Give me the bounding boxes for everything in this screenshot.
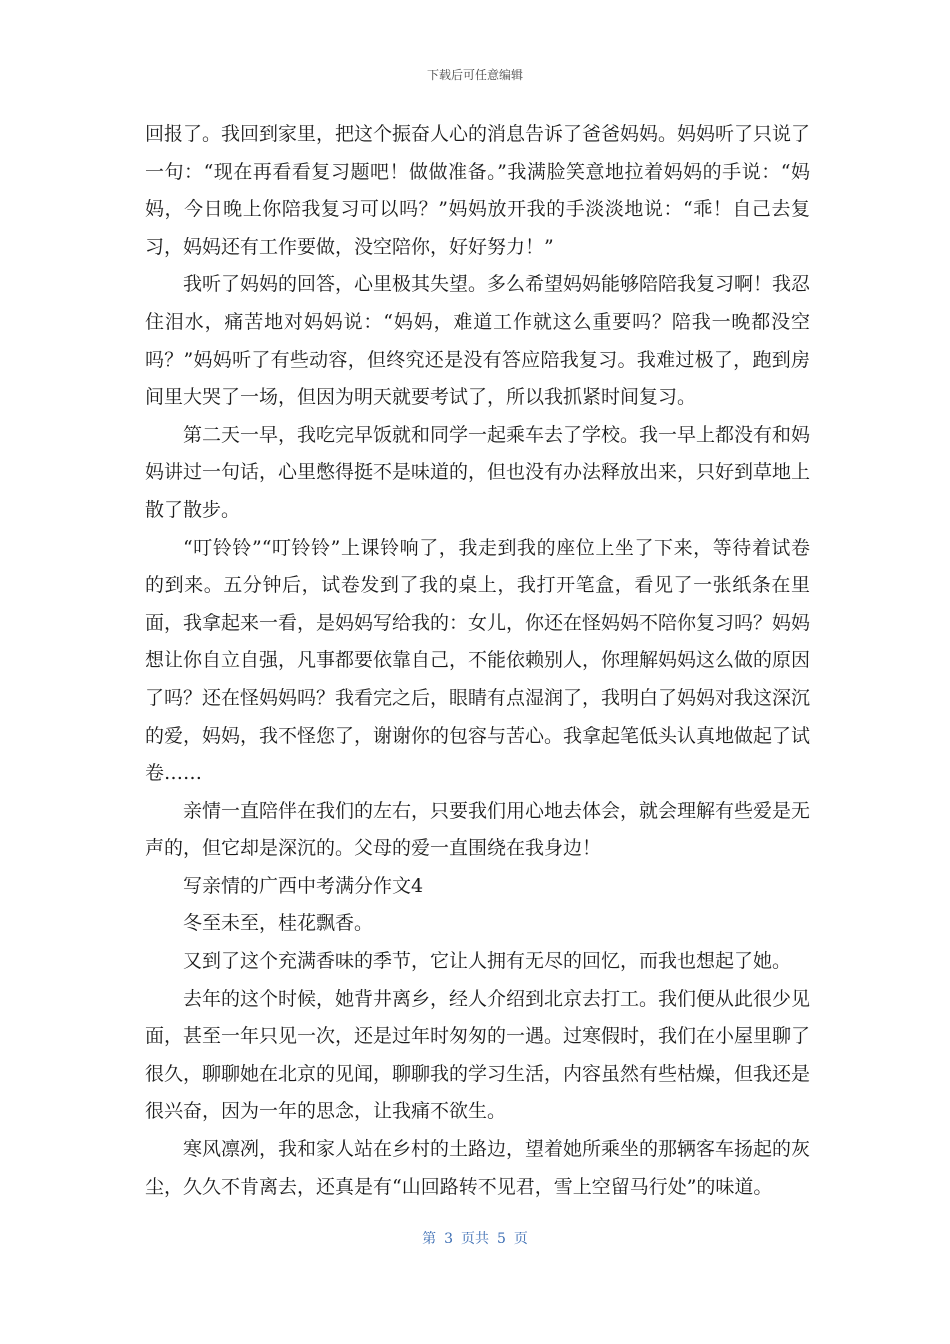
document-body (145, 116, 810, 1206)
footer-middle: 页共 (461, 1231, 489, 1247)
paragraph: 去年的这个时候，她背井离乡，经人介绍到北京去打工。我们便从此很少见面，甚至一年只见一次，还是过年时匆匆的一遇。过寒假时，我们在小屋里聊了很久，聊聊她在北京的见闻，聊聊我的学习生活，内容虽然有些枯燥，但我还是很兴奋，因为一年的思念，让我痛不欲生。 (145, 987, 811, 1123)
footer-prefix: 第 (422, 1231, 437, 1247)
paragraph: 第二天一早，我吃完早饭就和同学一起乘车去了学校。我一早上都没有和妈妈讲过一句话，心里憋得挺不是味道的，但也没有办法释放出来，只好到草地上散了散步。 (145, 423, 811, 521)
page-header: 下载后可任意编辑 (426, 68, 523, 82)
paragraph: 回报了。我回到家里，把这个振奋人心的消息告诉了爸爸妈妈。妈妈听了只说了一句：“现在再看看复习题吧！做做准备。”我满脸笑意地拉着妈妈的手说：“妈妈，今日晚上你陪我复习可以吗？”妈妈放开我的手淡淡地说：“乖！自己去复习，妈妈还有工作要做，没空陪你，好好努力！” (145, 123, 811, 258)
paragraph: 又到了这个充满香味的季节，它让人拥有无尽的回忆，而我也想起了她。 (183, 950, 792, 973)
page-footer (0, 1228, 950, 1248)
paragraph: 我听了妈妈的回答，心里极其失望。多么希望妈妈能够陪陪我复习啊！我忍住泪水，痛苦地对妈妈说：“妈妈，难道工作就这么重要吗？陪我一晚都没空吗？”妈妈听了有些动容，但终究还是没有答应陪我复习。我难过极了，跑到房间里大哭了一场，但因为明天就要考试了，所以我抓紧时间复习。 (145, 273, 811, 409)
paragraph: 冬至未至，桂花飘香。 (183, 912, 374, 935)
footer-suffix: 页 (513, 1231, 528, 1247)
paragraph: 寒风凛冽，我和家人站在乡村的土路边，望着她所乘坐的那辆客车扬起的灰尘，久久不肯离去，还真是有“山回路转不见君，雪上空留马行处”的味道。 (145, 1138, 811, 1198)
essay-title: 写亲情的广西中考满分作文4 (183, 874, 424, 897)
paragraph: 亲情一直陪伴在我们的左右，只要我们用心地去体会，就会理解有些爱是无声的，但它却是深沉的。父母的爱一直围绕在我身边！ (145, 799, 811, 860)
footer-total-pages: 5 (497, 1231, 506, 1247)
footer-current-page: 3 (444, 1231, 453, 1247)
paragraph: “叮铃铃”“叮铃铃”上课铃响了，我走到我的座位上坐了下来，等待着试卷的到来。五分钟后，试卷发到了我的桌上，我打开笔盒，看见了一张纸条在里面，我拿起来一看，是妈妈写给我的：女儿，你还在怪妈妈不陪你复习吗？妈妈想让你自立自强，凡事都要依靠自己，不能依赖别人，你理解妈妈这么做的原因了吗？还在怪妈妈吗？我看完之后，眼睛有点湿润了，我明白了妈妈对我这深沉的爱，妈妈，我不怪您了，谢谢你的包容与苦心。我拿起笔低头认真地做起了试卷…… (145, 536, 811, 785)
